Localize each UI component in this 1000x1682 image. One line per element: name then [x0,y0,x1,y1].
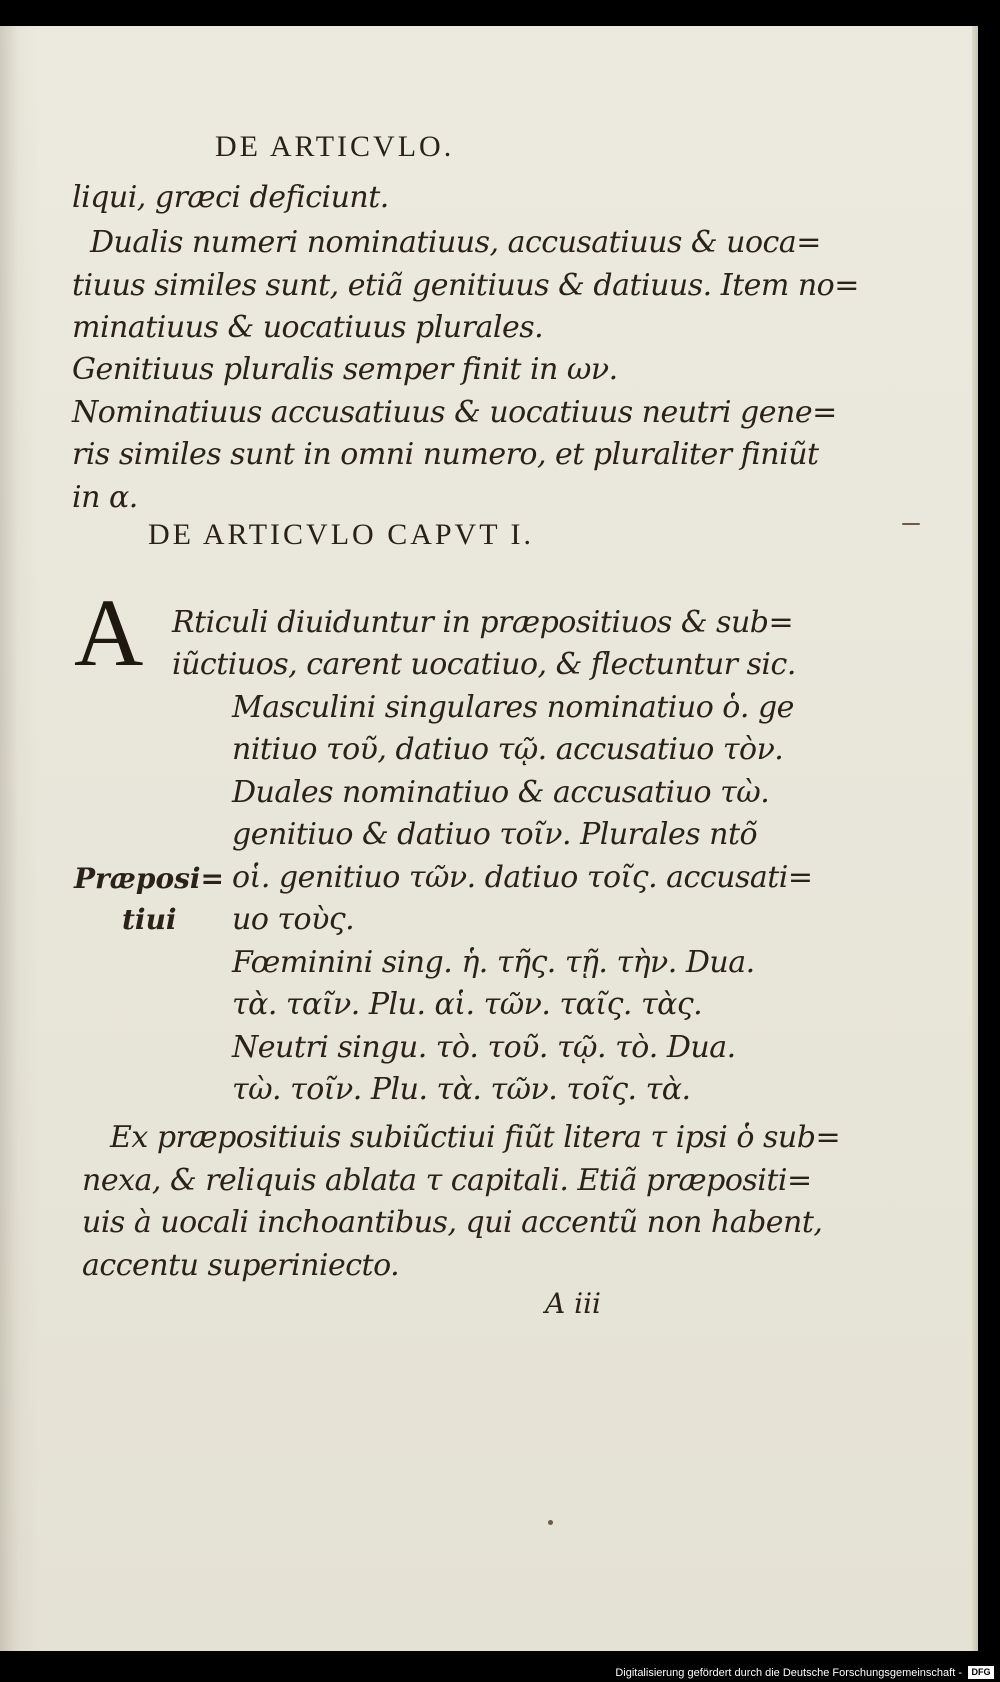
chapter-line: genitiuo & datiuo τοῖν. Plurales ntõ [232,817,758,852]
body-line: Genitiuus pluralis semper finit in ων. [72,352,618,387]
closing-line: uis à uocali inchoantibus, qui accentũ non habent, [82,1205,823,1240]
funding-credit: Digitalisierung gefördert durch die Deutsche Forschungsgemeinschaft - [615,1667,962,1679]
paper-speck [548,1520,553,1525]
margin-note-line: Præposi= [74,862,225,895]
closing-line: nexa, & reliquis ablata τ capitali. Etiã præpositi= [82,1163,812,1198]
paper-speck [902,523,920,525]
footer-bar [0,1660,1000,1682]
signature-mark: A iii [545,1287,601,1320]
chapter-line: nitiuo τοῦ, datiuo τῷ. accusatiuo τὸν. [232,732,784,767]
body-line: in α. [72,480,138,515]
page-edge [972,26,978,1651]
chapter-line: Masculini singulares nominatiuo ὁ. ge [232,690,794,725]
body-line: ris similes sunt in omni numero, et pluraliter finiũt [72,437,819,472]
closing-line: Ex præpositiuis subiũctiui fiũt litera τ ipsi ὁ sub= [110,1120,841,1155]
dfg-logo: DFG [968,1666,994,1679]
body-line: tiuus similes sunt, etiã genitiuus & datiuus. Item no= [72,268,859,303]
margin-note-line: tiui [122,903,177,936]
chapter-line: Duales nominatiuo & accusatiuo τὼ. [232,775,770,810]
drop-cap-initial: A [74,579,144,686]
chapter-line: Fœminini sing. ἡ. τῆς. τῇ. τὴν. Dua. [232,945,755,980]
body-line: Dualis numeri nominatiuus, accusatiuus & uoca= [90,225,821,260]
chapter-line: iũctiuos, carent uocatiuo, & flectuntur sic. [172,647,796,682]
running-head: DE ARTICVLO. [215,130,455,163]
body-line: Nominatiuus accusatiuus & uocatiuus neutri gene= [72,395,837,430]
body-line: liqui, græci deficiunt. [72,180,389,215]
chapter-line: τὼ. τοῖν. Plu. τὰ. τῶν. τοῖς. τὰ. [232,1072,691,1107]
body-line: minatiuus & uocatiuus plurales. [72,310,544,345]
chapter-line: οἱ. genitiuo τῶν. datiuo τοῖς. accusati= [232,860,813,895]
chapter-line: Neutri singu. τὸ. τοῦ. τῷ. τὸ. Dua. [232,1030,736,1065]
chapter-heading: DE ARTICVLO CAPVT I. [148,518,534,551]
closing-line: accentu superiniecto. [82,1248,400,1283]
chapter-line: Rticuli diuiduntur in præpositiuos & sub= [172,605,794,640]
chapter-line: τὰ. ταῖν. Plu. αἱ. τῶν. ταῖς. τὰς. [232,987,703,1022]
chapter-line: uo τοὺς. [232,902,355,937]
